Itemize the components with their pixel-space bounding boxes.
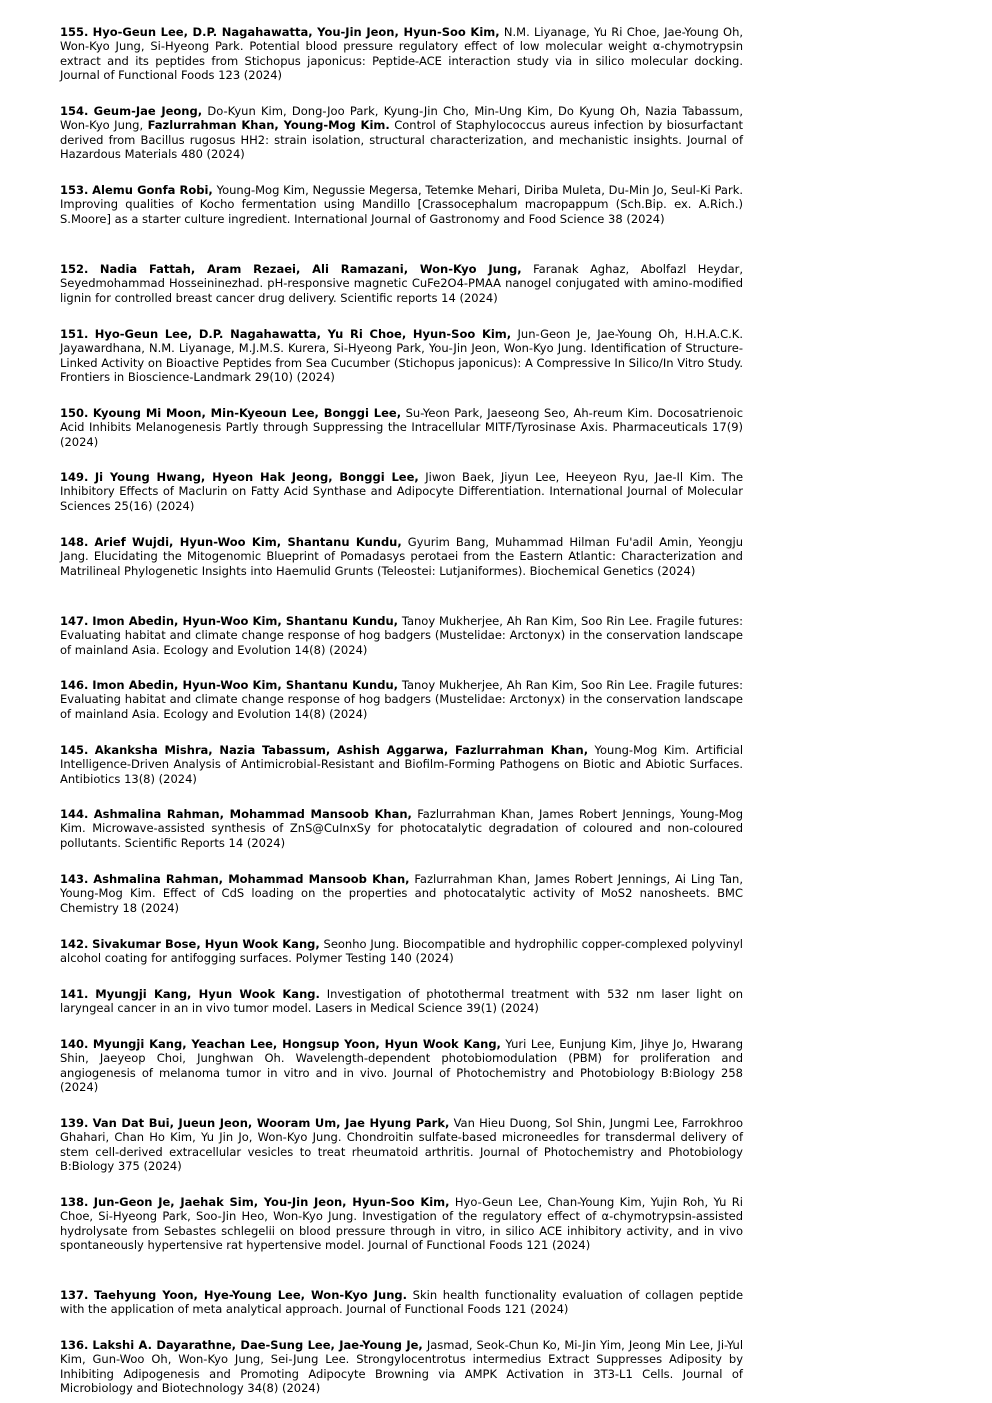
citation-text: Young-Mog Kim. Artificial Intelligence-Driven Analysis of Antimicrobial-Resistant and Biofilm-Forming Pathogens on Biotic and Abiotic Surfaces. Antibiotics 13(8) (2024): [60, 743, 744, 786]
entry-number: 139.: [60, 1116, 89, 1130]
entry-number: 149.: [60, 470, 89, 484]
publication-entry-141: [60, 987, 743, 1016]
citation-text: Su-Yeon Park, Jaeseong Seo, Ah-reum Kim. Docosatrienoic Acid Inhibits Melanogenesis Partly through Suppressing the Intracellular MITF/Tyrosinase Axis. Pharmaceuticals 17(9) (2024): [60, 406, 744, 449]
citation-text: Yuri Lee, Eunjung Kim, Jihye Jo, Hwarang Shin, Jaeyeop Choi, Junghwan Oh. Wavelength-dependent photobiomodulation (PBM) for proliferation and angiogenesis of melanoma tumor in vitro and in vivo. Journal of Photochemistry and Photobiology B:Biology 258 (2024): [60, 1037, 744, 1094]
citation-text: Young-Mog Kim, Negussie Megersa, Tetemke Mehari, Diriba Muleta, Du-Min Jo, Seul-Ki Park. Improving qualities of Kocho fermentation using Mandillo [Crassocephalum macropappum (Sch.Bip. ex. A.Rich.) S.Moore] as a starter culture ingredient. International Journal of Gastronomy and Food Science 38 (2024): [60, 183, 744, 226]
publication-entry-154: [60, 104, 743, 161]
entry-number: 155.: [60, 25, 89, 39]
citation-text-2: Control of Staphylococcus aureus infection by biosurfactant derived from Bacillus rugosus HH2: strain isolation, structural characterization, and mechanistic insights. Journal of Hazardous Materials 480 (2024): [60, 118, 743, 161]
citation-text: Seonho Jung. Biocompatible and hydrophilic copper-complexed polyvinyl alcohol coating for antifogging surfaces. Polymer Testing 140 (2024): [60, 937, 744, 966]
highlighted-authors: Van Dat Bui, Jueun Jeon, Wooram Um, Jae Hyung Park,: [92, 1116, 450, 1130]
citation-text: Faranak Aghaz, Abolfazl Heydar, Seyedmohammad Hosseininezhad. pH-responsive magnetic CuFe2O4-PMAA nanogel conjugated with amino-modified lignin for controlled breast cancer drug delivery. Scientific reports 14 (2024): [60, 262, 744, 305]
citation-text: Jiwon Baek, Jiyun Lee, Heeyeon Ryu, Jae-Il Kim. The Inhibitory Effects of Maclurin on Fatty Acid Synthase and Adipocyte Differentiation. International Journal of Molecular Sciences 25(16) (2024): [60, 470, 744, 513]
publication-entry-153: [60, 183, 743, 226]
publication-entry-152: [60, 262, 743, 305]
entry-number: 152.: [60, 262, 89, 276]
highlighted-authors: Hyo-Geun Lee, D.P. Nagahawatta, Yu Ri Choe, Hyun-Soo Kim,: [94, 327, 512, 341]
citation-text: Van Hieu Duong, Sol Shin, Jungmi Lee, Farrokhroo Ghahari, Chan Ho Kim, Yu Jin Jo, Won-Kyo Jung. Chondroitin sulfate-based microneedles for transdermal delivery of stem cell-derived extracellular vesicles to treat rheumatoid arthritis. Journal of Photochemistry and Photobiology B:Biology 375 (2024): [60, 1116, 744, 1173]
highlighted-authors: Jun-Geon Je, Jaehak Sim, You-Jin Jeon, Hyun-Soo Kim,: [93, 1195, 450, 1209]
highlighted-authors: Alemu Gonfa Robi,: [92, 183, 213, 197]
publication-entry-147: [60, 614, 743, 657]
entry-number: 141.: [60, 987, 89, 1001]
entry-number: 154.: [60, 104, 89, 118]
citation-text: Do-Kyun Kim, Dong-Joo Park, Kyung-Jin Cho, Min-Ung Kim, Do Kyung Oh, Nazia Tabassum, Won-Kyo Jung,: [60, 104, 744, 133]
publication-entry-145: [60, 743, 743, 786]
entry-number: 143.: [60, 872, 89, 886]
entry-number: 137.: [60, 1288, 89, 1302]
citation-text: Skin health functionality evaluation of collagen peptide with the application of meta analytical approach. Journal of Functional Foods 121 (2024): [60, 1288, 744, 1317]
publication-entry-143: [60, 872, 743, 915]
publication-entry-150: [60, 406, 743, 449]
highlighted-authors: Sivakumar Bose, Hyun Wook Kang,: [92, 937, 320, 951]
highlighted-authors: Ji Young Hwang, Hyeon Hak Jeong, Bonggi Lee,: [94, 470, 419, 484]
highlighted-authors: Hyo-Geun Lee, D.P. Nagahawatta, You-Jin Jeon, Hyun-Soo Kim,: [92, 25, 500, 39]
highlighted-authors: Kyoung Mi Moon, Min-Kyeoun Lee, Bonggi Lee,: [92, 406, 402, 420]
entry-number: 145.: [60, 743, 89, 757]
publication-entry-137: [60, 1288, 743, 1317]
entry-number: 153.: [60, 183, 89, 197]
entry-number: 144.: [60, 807, 89, 821]
highlighted-authors: Imon Abedin, Hyun-Woo Kim, Shantanu Kundu,: [92, 678, 398, 692]
entry-number: 142.: [60, 937, 89, 951]
highlighted-authors: Ashmalina Rahman, Mohammad Mansoob Khan,: [93, 872, 410, 886]
entry-number: 150.: [60, 406, 89, 420]
highlighted-authors: Taehyung Yoon, Hye-Young Lee, Won-Kyo Jung.: [94, 1288, 407, 1302]
publication-entry-136: [60, 1338, 743, 1395]
entry-number: 146.: [60, 678, 89, 692]
entry-number: 147.: [60, 614, 89, 628]
highlighted-authors: Akanksha Mishra, Nazia Tabassum, Ashish Aggarwa, Fazlurrahman Khan,: [94, 743, 589, 757]
publication-entry-139: [60, 1116, 743, 1173]
highlighted-authors: Myungji Kang, Hyun Wook Kang.: [95, 987, 320, 1001]
entry-number: 138.: [60, 1195, 89, 1209]
publication-entry-138: [60, 1195, 743, 1252]
citation-text: Fazlurrahman Khan, James Robert Jennings, Young-Mog Kim. Microwave-assisted synthesis of ZnS@CuInxSy for photocatalytic degradation of coloured and non-coloured pollutants. Scientific Reports 14 (2024): [60, 807, 744, 850]
entry-number: 151.: [60, 327, 89, 341]
highlighted-authors-2: Fazlurrahman Khan, Young-Mog Kim.: [147, 118, 390, 133]
entry-number: 140.: [60, 1037, 89, 1051]
highlighted-authors: Lakshi A. Dayarathne, Dae-Sung Lee, Jae-Young Je,: [92, 1338, 423, 1352]
citation-text: Tanoy Mukherjee, Ah Ran Kim, Soo Rin Lee. Fragile futures: Evaluating habitat and climate change response of hog badgers (Mustelidae: Arctonyx) in the conservation landscape of mainland Asia. Ecology and Evolution 14(8) (2024): [60, 614, 744, 657]
publication-entry-142: [60, 937, 743, 966]
publication-entry-148: [60, 535, 743, 578]
highlighted-authors: Geum-Jae Jeong,: [93, 104, 203, 118]
publication-entry-151: [60, 327, 743, 384]
publication-entry-144: [60, 807, 743, 850]
publication-entry-140: [60, 1037, 743, 1094]
entry-number: 148.: [60, 535, 89, 549]
highlighted-authors: Arief Wujdi, Hyun-Woo Kim, Shantanu Kundu,: [94, 535, 402, 549]
highlighted-authors: Myungji Kang, Yeachan Lee, Hongsup Yoon, Hyun Wook Kang,: [92, 1037, 501, 1051]
citation-text: Jasmad, Seok-Chun Ko, Mi-Jin Yim, Jeong Min Lee, Ji-Yul Kim, Gun-Woo Oh, Won-Kyo Jung, Sei-Jung Lee. Strongylocentrotus intermedius Extract Suppresses Adiposity by Inhibiting Adipogenesis and Promoting Adipocyte Browning via AMPK Activation in 3T3-L1 Cells. Journal of Microbiology and Biotechnology 34(8) (2024): [60, 1338, 744, 1395]
publication-entry-155: [60, 25, 743, 82]
citation-text: Jun-Geon Je, Jae-Young Oh, H.H.A.C.K. Jayawardhana, N.M. Liyanage, M.J.M.S. Kurera, Si-Hyeong Park, You-Jin Jeon, Won-Kyo Jung. Identification of Structure-Linked Activity on Bioactive Peptides from Sea Cucumber (Stichopus japonicus): A Compressive In Silico/In Vitro Study. Frontiers in Bioscience-Landmark 29(10) (2024): [60, 327, 744, 384]
highlighted-authors: Nadia Fattah, Aram Rezaei, Ali Ramazani, Won-Kyo Jung,: [99, 262, 522, 276]
citation-text: Fazlurrahman Khan, James Robert Jennings, Ai Ling Tan, Young-Mog Kim. Effect of CdS loading on the properties and photocatalytic activity of MoS2 nanosheets. BMC Chemistry 18 (2024): [60, 872, 743, 915]
citation-text: Tanoy Mukherjee, Ah Ran Kim, Soo Rin Lee. Fragile futures: Evaluating habitat and climate change response of hog badgers (Mustelidae: Arctonyx) in the conservation landscape of mainland Asia. Ecology and Evolution 14(8) (2024): [60, 678, 744, 721]
publication-entry-146: [60, 678, 743, 721]
highlighted-authors: Ashmalina Rahman, Mohammad Mansoob Khan,: [93, 807, 412, 821]
citation-text: N.M. Liyanage, Yu Ri Choe, Jae-Young Oh, Won-Kyo Jung, Si-Hyeong Park. Potential blood pressure regulatory effect of low molecular weight α-chymotrypsin extract and its peptides from Stichopus japonicus: Peptide-ACE interaction study via in silico molecular docking. Journal of Functional Foods 123 (2024): [60, 25, 744, 82]
citation-text: Investigation of photothermal treatment with 532 nm laser light on laryngeal cancer in an in vivo tumor model. Lasers in Medical Science 39(1) (2024): [60, 987, 743, 1016]
publication-entry-149: [60, 470, 743, 513]
entry-number: 136.: [60, 1338, 89, 1352]
citation-text: Gyurim Bang, Muhammad Hilman Fu'adil Amin, Yeongju Jang. Elucidating the Mitogenomic Blueprint of Pomadasys perotaei from the Eastern Atlantic: Characterization and Matrilineal Phylogenetic Insights into Haemulid Grunts (Teleostei: Lutjaniformes). Biochemical Genetics (2024): [60, 535, 743, 578]
highlighted-authors: Imon Abedin, Hyun-Woo Kim, Shantanu Kundu,: [92, 614, 398, 628]
citation-text: Hyo-Geun Lee, Chan-Young Kim, Yujin Roh, Yu Ri Choe, Si-Hyeong Park, Soo-Jin Heo, Won-Kyo Jung. Investigation of the regulatory effect of α-chymotrypsin-assisted hydrolysate from Sebastes schlegelii on blood pressure through in vitro, in silico ACE inhibitory activity, and in vivo spontaneously hypertensive rat hypertensive model. Journal of Functional Foods 121 (2024): [60, 1195, 743, 1252]
